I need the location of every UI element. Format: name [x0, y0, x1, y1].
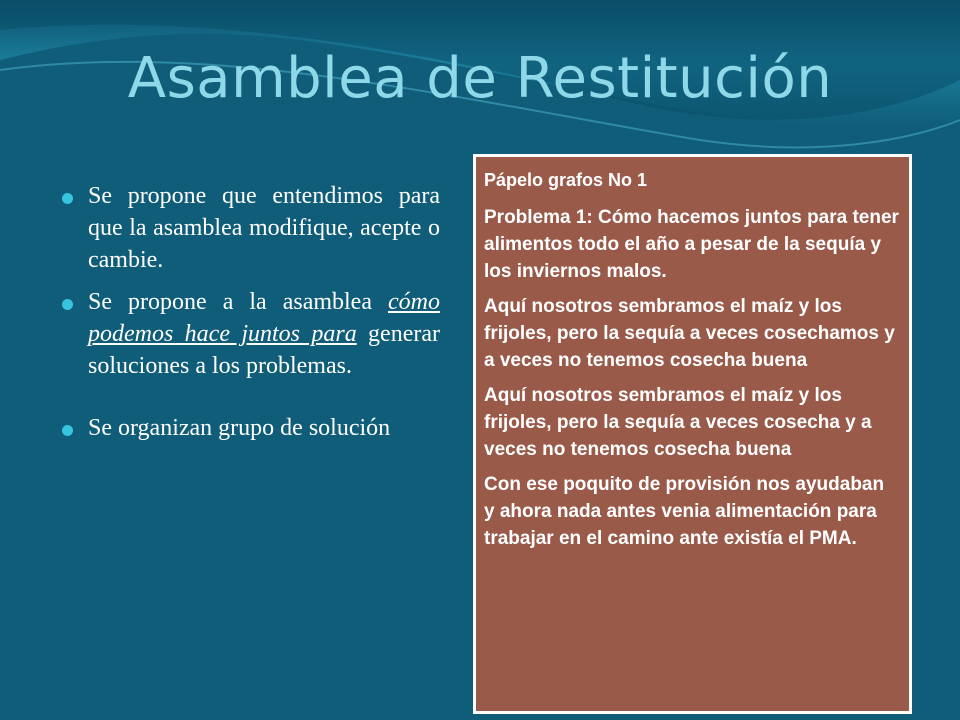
bullet-text-2-end: generar soluciones a los problemas.	[88, 321, 440, 379]
panel-paragraph-1: Problema 1: Cómo hacemos juntos para tener alimentos todo el año a pesar de la sequía y los inviernos malos.	[484, 207, 899, 282]
panel-paragraph-2: Aquí nosotros sembramos el maíz y los frijoles, pero la sequía a veces cosechamos y a veces no tenemos cosecha buena	[484, 296, 895, 371]
bullet-text-2-start: Se propone a la asamblea	[88, 289, 389, 315]
panel-paragraph-4: Con ese poquito de provisión nos ayudaban y ahora nada antes venia alimentación para trabajar en el camino ante existía el PMA.	[484, 474, 885, 549]
bullet-item-3	[62, 412, 440, 444]
slide-title: Asamblea de Restitución	[127, 46, 833, 111]
bullet-text-2-emphasis: cómo podemos hace juntos para	[88, 289, 440, 347]
bullet-dot-icon	[62, 299, 73, 310]
panel-heading: Pápelo grafos No 1	[484, 170, 648, 190]
bullet-item-1	[62, 180, 440, 276]
papelografo-panel	[473, 154, 912, 714]
panel-paragraph-3: Aquí nosotros sembramos el maíz y los frijoles, pero la sequía a veces cosecha y a veces no tenemos cosecha buena	[484, 385, 872, 460]
bullet-item-2	[62, 286, 440, 382]
bullet-dot-icon	[62, 193, 73, 204]
bullet-text-3: Se organizan grupo de solución	[88, 415, 391, 441]
bullet-text-1: Se propone que entendimos para que la asamblea modifique, acepte o cambie.	[88, 183, 440, 273]
bullet-list	[62, 180, 440, 454]
bullet-dot-icon	[62, 425, 73, 436]
